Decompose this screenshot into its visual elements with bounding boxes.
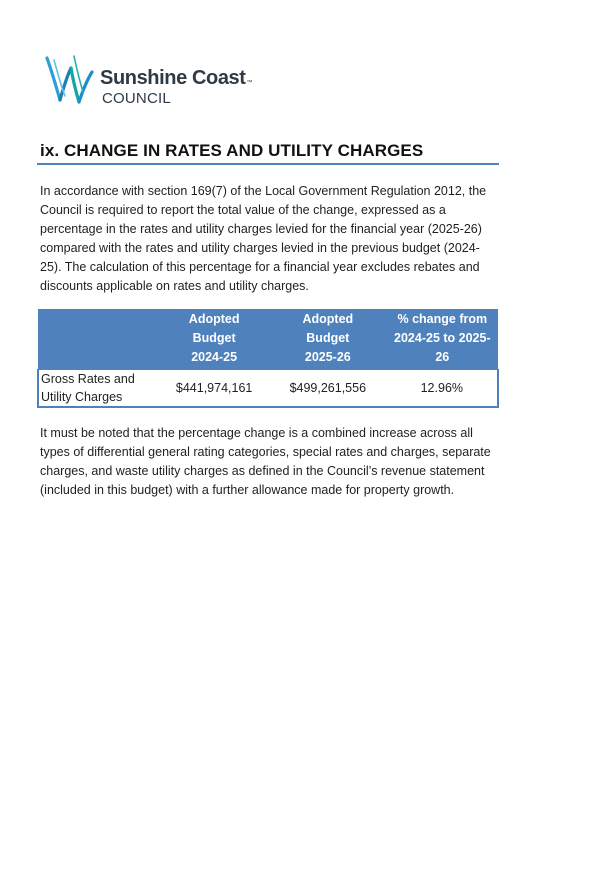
header-line: Adopted bbox=[188, 312, 240, 326]
row-label-line: Gross Rates and bbox=[41, 372, 135, 386]
intro-paragraph: In accordance with section 169(7) of the Local Government Regulation 2012, the Council is required to report the total value of the change, expressed as a percentage in the rates and utility charges levied for the financial year (2025-26) compared with the rates and utility charges levied in the previous budget (2024-25). The calculation of this percentage for a financial year excludes rebates and discounts applicable on rates and utility charges. bbox=[40, 184, 487, 293]
value-budget-2024-25: $441,974,161 bbox=[159, 370, 269, 408]
section-title: ix. CHANGE IN RATES AND UTILITY CHARGES bbox=[40, 141, 424, 160]
header-percent-change bbox=[387, 309, 498, 370]
value-percent-change: 12.96% bbox=[387, 370, 498, 408]
row-label-line: Utility Charges bbox=[41, 390, 123, 404]
header-line: 2024-25 bbox=[191, 350, 238, 364]
table-header-row bbox=[38, 309, 498, 370]
logo-name-text: Sunshine Coast bbox=[100, 67, 246, 89]
logo-trademark: ™ bbox=[246, 80, 253, 86]
note-paragraph: It must be noted that the percentage change is a combined increase across all types of differential general rating categories, special rates and charges, separate charges, and waste utility charges as defined in the Council’s revenue statement (included in this budget) with a further allowance made for property growth. bbox=[40, 426, 491, 497]
header-blank-cell bbox=[38, 309, 159, 370]
header-line: 2024-25 to 2025-26 bbox=[394, 331, 491, 364]
rates-change-table bbox=[37, 309, 499, 408]
sunshine-coast-wave-logo-icon bbox=[44, 50, 102, 110]
header-line: Adopted bbox=[302, 312, 354, 326]
header-budget-2024-25 bbox=[159, 309, 269, 370]
value-budget-2025-26: $499,261,556 bbox=[269, 370, 387, 408]
title-underline-divider bbox=[37, 163, 499, 165]
table-row bbox=[38, 370, 498, 408]
header-line: Budget bbox=[192, 331, 236, 345]
logo-wordmark bbox=[100, 67, 252, 90]
header-line: Budget bbox=[306, 331, 350, 345]
logo-subtitle: COUNCIL bbox=[102, 90, 171, 107]
header-line: 2025-26 bbox=[304, 350, 351, 364]
header-line: % change from bbox=[397, 312, 488, 326]
council-logo bbox=[44, 50, 264, 110]
header-budget-2025-26 bbox=[269, 309, 387, 370]
row-label-cell bbox=[38, 370, 159, 408]
